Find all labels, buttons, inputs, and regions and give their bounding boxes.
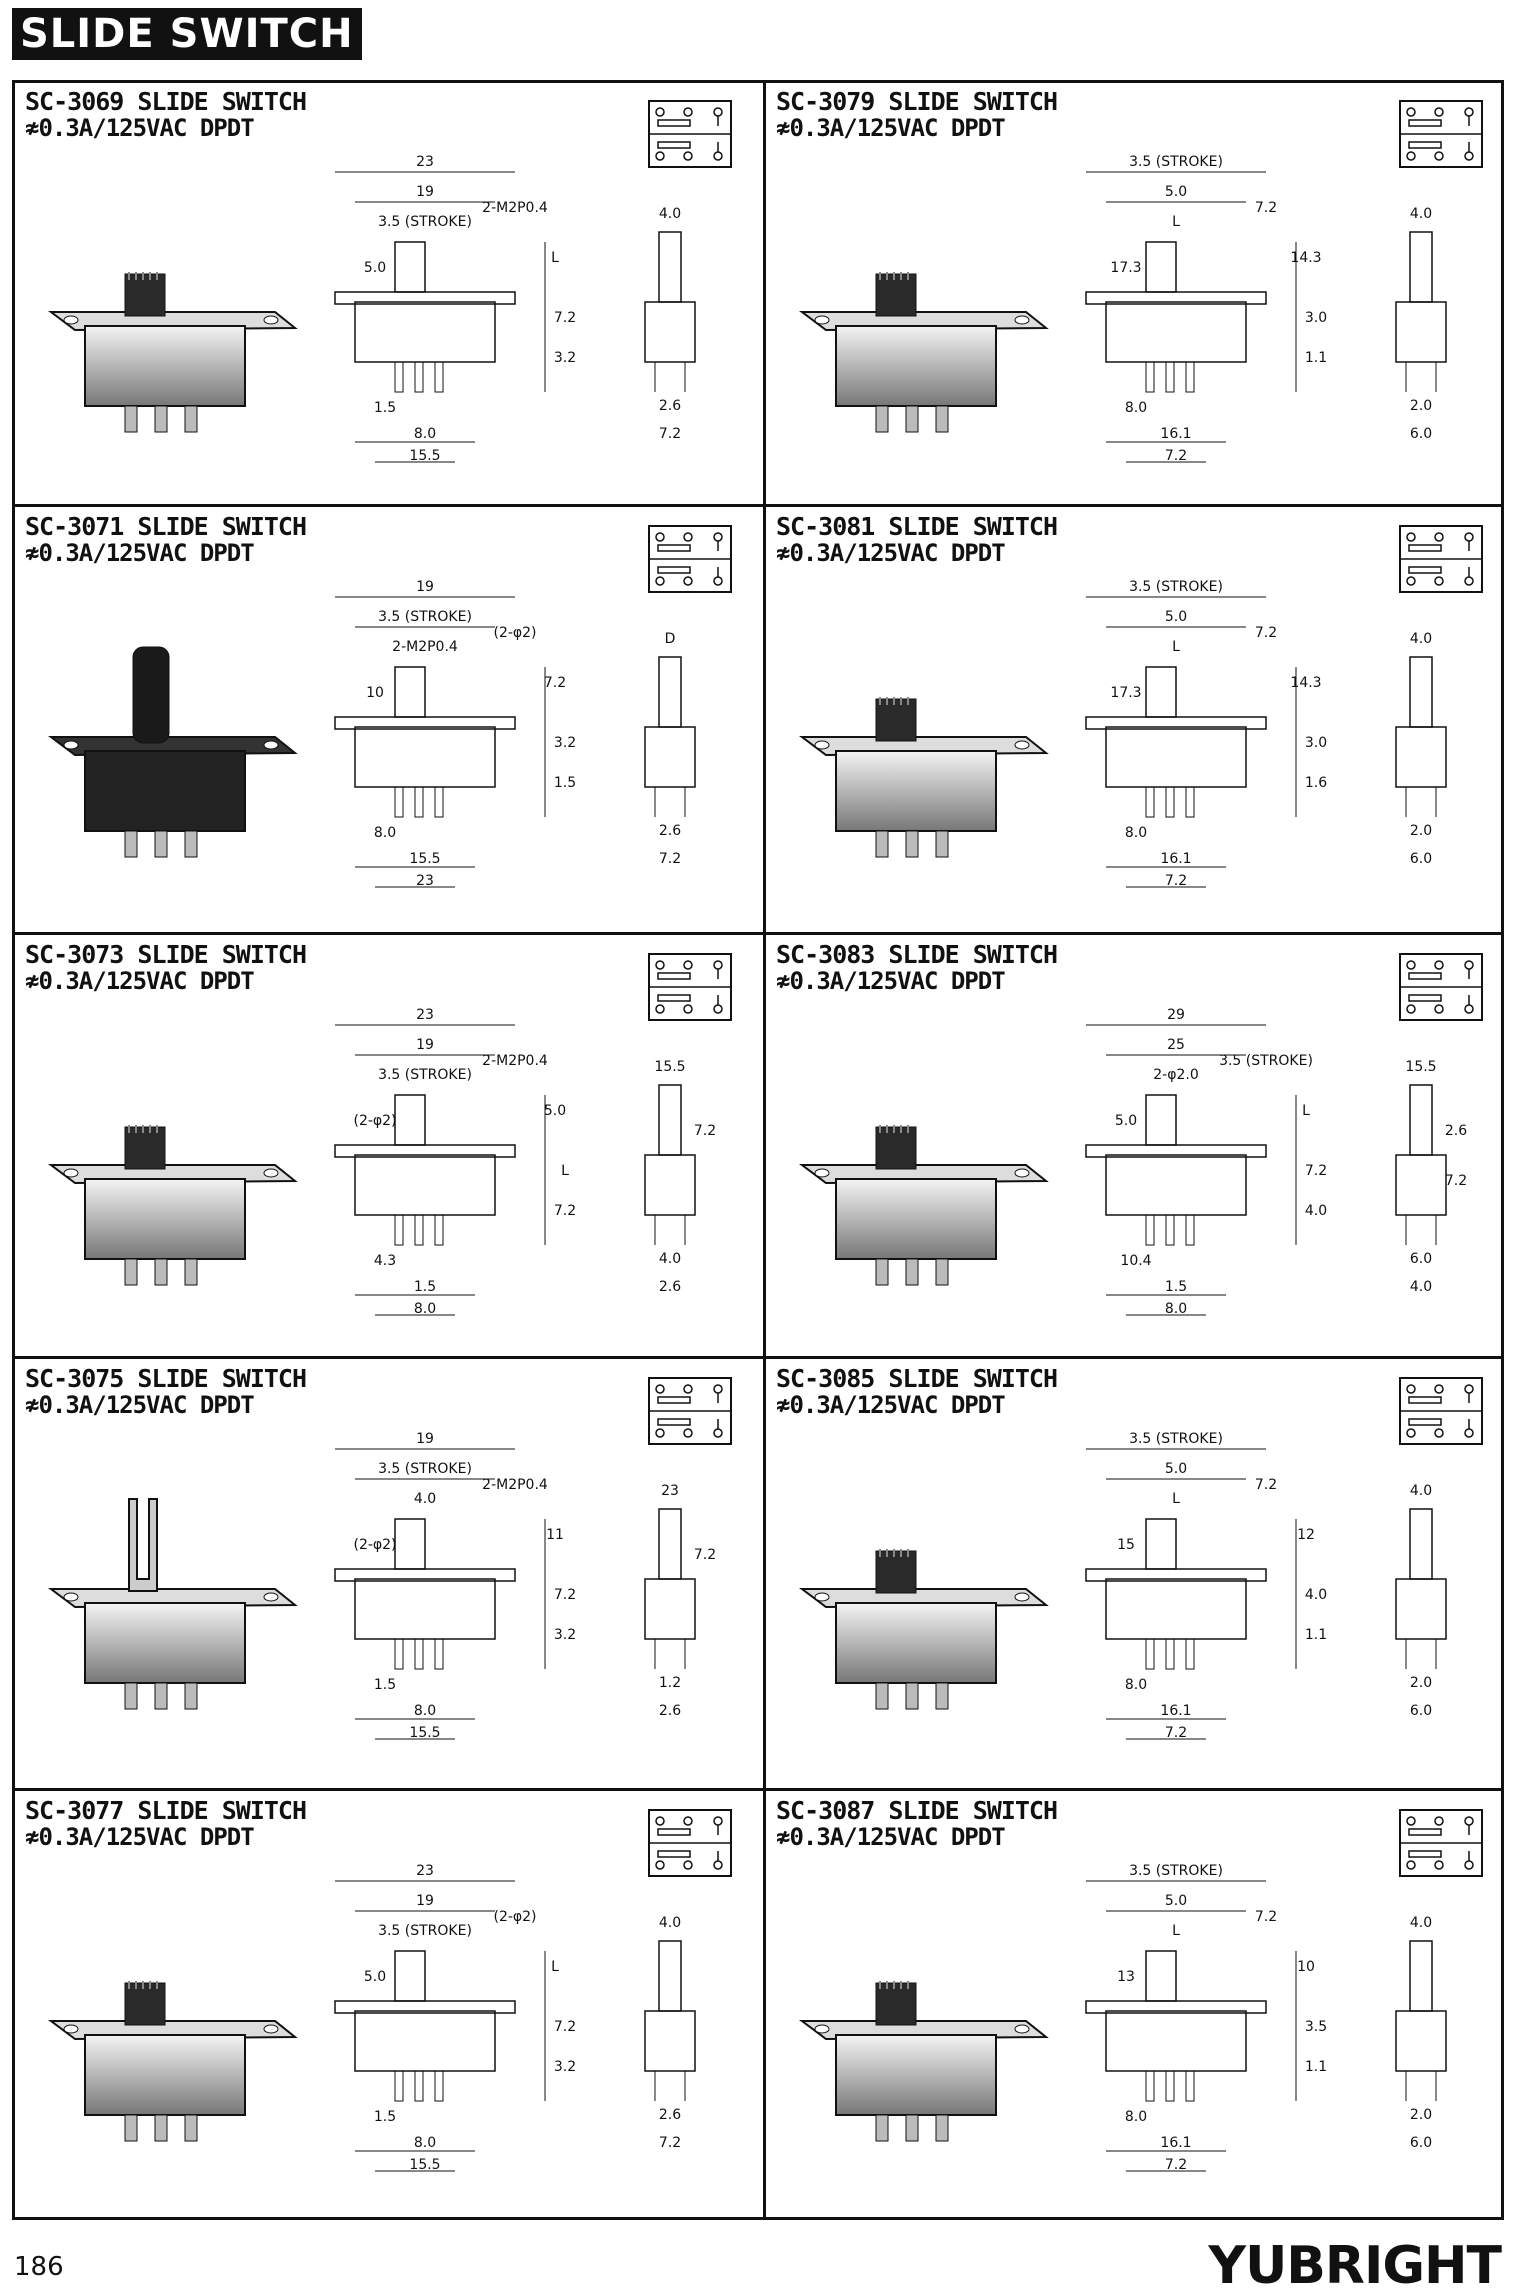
dimension-drawing xyxy=(1066,1419,1506,1779)
dimension-label: 7.2 xyxy=(1164,873,1188,889)
dimension-label: 5.0 xyxy=(1164,184,1188,200)
dimension-drawing xyxy=(315,567,755,927)
model-title: SC-3081 SLIDE SWITCH xyxy=(776,512,1058,541)
dimension-label: 8.0 xyxy=(413,2135,437,2151)
dimension-label: 1.5 xyxy=(373,400,397,416)
dimension-label: 2.6 xyxy=(658,1703,682,1719)
rating-spec: ≉0.3A/125VAC DPDT xyxy=(776,539,1005,567)
dimension-label: 6.0 xyxy=(1409,1703,1433,1719)
dimension-label: 7.2 xyxy=(658,2135,682,2151)
dimension-label: 6.0 xyxy=(1409,1251,1433,1267)
dimension-label: 23 xyxy=(416,1007,434,1023)
rating-spec: ≉0.3A/125VAC DPDT xyxy=(776,1391,1005,1419)
dimension-label: 8.0 xyxy=(1124,2109,1148,2125)
rating-spec: ≉0.3A/125VAC DPDT xyxy=(25,1391,254,1419)
dimension-label: 19 xyxy=(416,1431,434,1447)
dimension-label: 2.6 xyxy=(1444,1123,1468,1139)
dimension-label: 8.0 xyxy=(1124,825,1148,841)
dimension-label: 2.0 xyxy=(1409,398,1433,414)
model-title: SC-3075 SLIDE SWITCH xyxy=(25,1364,307,1393)
dimension-label: 5.0 xyxy=(1114,1113,1138,1129)
dimension-label: (2-φ2) xyxy=(353,1537,397,1553)
dimension-label: 1.5 xyxy=(373,2109,397,2125)
dimension-label: 4.0 xyxy=(1304,1587,1328,1603)
dimension-label: 8.0 xyxy=(413,1301,437,1317)
dimension-label: 16.1 xyxy=(1160,851,1192,867)
dimension-label: 15.5 xyxy=(1405,1059,1437,1075)
dimension-label: L xyxy=(1302,1103,1310,1119)
model-title: SC-3069 SLIDE SWITCH xyxy=(25,87,307,116)
dimension-label: 7.2 xyxy=(693,1547,717,1563)
dimension-label: 3.5 (STROKE) xyxy=(1219,1053,1313,1069)
dimension-label: 4.0 xyxy=(658,1915,682,1931)
switch-photo xyxy=(796,627,1056,897)
dimension-label: 7.2 xyxy=(1254,625,1278,641)
dimension-drawing xyxy=(315,1851,755,2211)
dimension-label: 15.5 xyxy=(409,851,441,867)
dimension-label: 5.0 xyxy=(543,1103,567,1119)
dimension-label: 14.3 xyxy=(1290,675,1322,691)
dimension-label: 15.5 xyxy=(409,1725,441,1741)
dimension-label: 23 xyxy=(416,1863,434,1879)
dimension-label: 19 xyxy=(416,184,434,200)
dimension-label: 4.0 xyxy=(413,1491,437,1507)
dimension-label: 12 xyxy=(1297,1527,1315,1543)
dimension-label: 3.5 (STROKE) xyxy=(378,609,472,625)
dimension-label: 8.0 xyxy=(373,825,397,841)
dimension-label: 23 xyxy=(416,873,434,889)
dimension-label: 1.5 xyxy=(413,1279,437,1295)
dimension-label: 7.2 xyxy=(658,426,682,442)
dimension-label: 7.2 xyxy=(1254,200,1278,216)
dimension-label: 2.0 xyxy=(1409,1675,1433,1691)
dimension-label: 7.2 xyxy=(553,310,577,326)
rating-spec: ≉0.3A/125VAC DPDT xyxy=(25,1823,254,1851)
dimension-label: 23 xyxy=(661,1483,679,1499)
dimension-label: 4.0 xyxy=(1409,1279,1433,1295)
rating-spec: ≉0.3A/125VAC DPDT xyxy=(25,967,254,995)
switch-photo xyxy=(796,1055,1056,1325)
model-title: SC-3071 SLIDE SWITCH xyxy=(25,512,307,541)
rating-spec: ≉0.3A/125VAC DPDT xyxy=(776,1823,1005,1851)
rating-spec: ≉0.3A/125VAC DPDT xyxy=(776,114,1005,142)
switch-photo xyxy=(45,1479,305,1749)
model-title: SC-3077 SLIDE SWITCH xyxy=(25,1796,307,1825)
dimension-label: 7.2 xyxy=(1444,1173,1468,1189)
dimension-label: 8.0 xyxy=(1124,1677,1148,1693)
dimension-label: 6.0 xyxy=(1409,426,1433,442)
switch-card xyxy=(15,935,760,1356)
switch-photo xyxy=(45,627,305,897)
dimension-label: 7.2 xyxy=(1164,2157,1188,2173)
dimension-label: 1.5 xyxy=(1164,1279,1188,1295)
dimension-drawing xyxy=(315,995,755,1355)
dimension-label: 7.2 xyxy=(553,1587,577,1603)
model-title: SC-3083 SLIDE SWITCH xyxy=(776,940,1058,969)
dimension-label: 16.1 xyxy=(1160,426,1192,442)
brand-logo: YUBRIGHT xyxy=(1208,2236,1501,2296)
dimension-label: 2.6 xyxy=(658,823,682,839)
dimension-label: 3.2 xyxy=(553,735,577,751)
dimension-label: 7.2 xyxy=(543,675,567,691)
dimension-label: (2-φ2) xyxy=(353,1113,397,1129)
dimension-label: L xyxy=(1172,214,1180,230)
dimension-label: 4.0 xyxy=(1304,1203,1328,1219)
dimension-label: 3.5 (STROKE) xyxy=(378,1067,472,1083)
dimension-label: 2.0 xyxy=(1409,823,1433,839)
dimension-drawing xyxy=(315,142,755,502)
dimension-label: L xyxy=(1172,1923,1180,1939)
dimension-label: 3.5 (STROKE) xyxy=(1129,579,1223,595)
dimension-label: 5.0 xyxy=(363,260,387,276)
dimension-label: 23 xyxy=(416,154,434,170)
rating-spec: ≉0.3A/125VAC DPDT xyxy=(776,967,1005,995)
dimension-label: 15.5 xyxy=(654,1059,686,1075)
switch-photo xyxy=(45,202,305,472)
dimension-label: 3.0 xyxy=(1304,735,1328,751)
dimension-label: 1.1 xyxy=(1304,2059,1328,2075)
dimension-label: 11 xyxy=(546,1527,564,1543)
dimension-label: 3.5 (STROKE) xyxy=(378,1923,472,1939)
switch-photo xyxy=(45,1055,305,1325)
page-number: 186 xyxy=(14,2252,64,2282)
dimension-label: 3.2 xyxy=(553,350,577,366)
model-title: SC-3073 SLIDE SWITCH xyxy=(25,940,307,969)
switch-photo xyxy=(45,1911,305,2181)
dimension-label: 2.6 xyxy=(658,1279,682,1295)
model-title: SC-3079 SLIDE SWITCH xyxy=(776,87,1058,116)
dimension-label: 1.5 xyxy=(553,775,577,791)
dimension-label: 3.5 (STROKE) xyxy=(1129,1431,1223,1447)
switch-photo xyxy=(796,202,1056,472)
dimension-label: 7.2 xyxy=(658,851,682,867)
dimension-label: 1.1 xyxy=(1304,1627,1328,1643)
dimension-label: 4.3 xyxy=(373,1253,397,1269)
switch-card xyxy=(766,507,1511,932)
dimension-label: L xyxy=(561,1163,569,1179)
dimension-label: 8.0 xyxy=(413,1703,437,1719)
switch-card xyxy=(15,1359,760,1788)
section-title: SLIDE SWITCH xyxy=(12,8,362,60)
switch-card xyxy=(766,935,1511,1356)
dimension-drawing xyxy=(315,1419,755,1779)
dimension-label: 7.2 xyxy=(1164,448,1188,464)
switch-card xyxy=(15,1791,760,2217)
dimension-label: 1.2 xyxy=(658,1675,682,1691)
dimension-label: 15.5 xyxy=(409,448,441,464)
dimension-label: 3.5 (STROKE) xyxy=(1129,154,1223,170)
dimension-label: 4.0 xyxy=(1409,631,1433,647)
dimension-label: 19 xyxy=(416,1037,434,1053)
dimension-label: 7.2 xyxy=(553,2019,577,2035)
dimension-label: 10 xyxy=(1297,1959,1315,1975)
dimension-drawing xyxy=(1066,995,1506,1355)
dimension-label: 5.0 xyxy=(1164,609,1188,625)
switch-card xyxy=(15,82,760,504)
dimension-label: 5.0 xyxy=(1164,1893,1188,1909)
dimension-label: 4.0 xyxy=(1409,1915,1433,1931)
dimension-drawing xyxy=(1066,142,1506,502)
dimension-label: 7.2 xyxy=(1164,1725,1188,1741)
dimension-label: 2-M2P0.4 xyxy=(392,639,458,655)
dimension-label: L xyxy=(1172,639,1180,655)
model-title: SC-3085 SLIDE SWITCH xyxy=(776,1364,1058,1393)
switch-card xyxy=(15,507,760,932)
dimension-label: 7.2 xyxy=(1304,1163,1328,1179)
dimension-label: 4.0 xyxy=(658,206,682,222)
dimension-label: 7.2 xyxy=(1254,1477,1278,1493)
dimension-label: 17.3 xyxy=(1110,260,1142,276)
dimension-label: 2.0 xyxy=(1409,2107,1433,2123)
dimension-label: 8.0 xyxy=(1164,1301,1188,1317)
dimension-label: 2.6 xyxy=(658,398,682,414)
dimension-label: 3.5 xyxy=(1304,2019,1328,2035)
dimension-label: 7.2 xyxy=(553,1203,577,1219)
dimension-label: 1.6 xyxy=(1304,775,1328,791)
dimension-label: 6.0 xyxy=(1409,2135,1433,2151)
dimension-label: 2-M2P0.4 xyxy=(482,200,548,216)
dimension-label: 2-φ2.0 xyxy=(1153,1067,1199,1083)
dimension-label: 15.5 xyxy=(409,2157,441,2173)
dimension-label: 19 xyxy=(416,579,434,595)
dimension-label: 1.5 xyxy=(373,1677,397,1693)
dimension-label: 6.0 xyxy=(1409,851,1433,867)
dimension-label: 14.3 xyxy=(1290,250,1322,266)
dimension-label: 8.0 xyxy=(1124,400,1148,416)
dimension-label: 3.5 (STROKE) xyxy=(1129,1863,1223,1879)
dimension-label: 10.4 xyxy=(1120,1253,1152,1269)
dimension-label: 3.5 (STROKE) xyxy=(378,214,472,230)
dimension-label: 25 xyxy=(1167,1037,1185,1053)
dimension-label: 2.6 xyxy=(658,2107,682,2123)
switch-card xyxy=(766,1359,1511,1788)
dimension-label: 13 xyxy=(1117,1969,1135,1985)
dimension-label: 8.0 xyxy=(413,426,437,442)
dimension-label: 1.1 xyxy=(1304,350,1328,366)
dimension-label: 10 xyxy=(366,685,384,701)
dimension-label: 29 xyxy=(1167,1007,1185,1023)
dimension-drawing xyxy=(1066,1851,1506,2211)
dimension-label: (2-φ2) xyxy=(493,1909,537,1925)
switch-photo xyxy=(796,1911,1056,2181)
dimension-label: 3.0 xyxy=(1304,310,1328,326)
dimension-label: 15 xyxy=(1117,1537,1135,1553)
dimension-drawing xyxy=(1066,567,1506,927)
rating-spec: ≉0.3A/125VAC DPDT xyxy=(25,114,254,142)
dimension-label: (2-φ2) xyxy=(493,625,537,641)
dimension-label: 16.1 xyxy=(1160,2135,1192,2151)
dimension-label: 17.3 xyxy=(1110,685,1142,701)
dimension-label: 7.2 xyxy=(693,1123,717,1139)
dimension-label: L xyxy=(551,250,559,266)
dimension-label: 5.0 xyxy=(1164,1461,1188,1477)
dimension-label: 3.2 xyxy=(553,2059,577,2075)
rating-spec: ≉0.3A/125VAC DPDT xyxy=(25,539,254,567)
model-title: SC-3087 SLIDE SWITCH xyxy=(776,1796,1058,1825)
switch-card xyxy=(766,1791,1511,2217)
dimension-label: L xyxy=(1172,1491,1180,1507)
dimension-label: 3.5 (STROKE) xyxy=(378,1461,472,1477)
dimension-label: 5.0 xyxy=(363,1969,387,1985)
dimension-label: 2-M2P0.4 xyxy=(482,1477,548,1493)
switch-card xyxy=(766,82,1511,504)
dimension-label: 16.1 xyxy=(1160,1703,1192,1719)
dimension-label: 4.0 xyxy=(658,1251,682,1267)
dimension-label: 4.0 xyxy=(1409,1483,1433,1499)
dimension-label: 7.2 xyxy=(1254,1909,1278,1925)
dimension-label: L xyxy=(551,1959,559,1975)
switch-photo xyxy=(796,1479,1056,1749)
dimension-label: D xyxy=(664,631,676,647)
dimension-label: 4.0 xyxy=(1409,206,1433,222)
dimension-label: 19 xyxy=(416,1893,434,1909)
dimension-label: 2-M2P0.4 xyxy=(482,1053,548,1069)
dimension-label: 3.2 xyxy=(553,1627,577,1643)
